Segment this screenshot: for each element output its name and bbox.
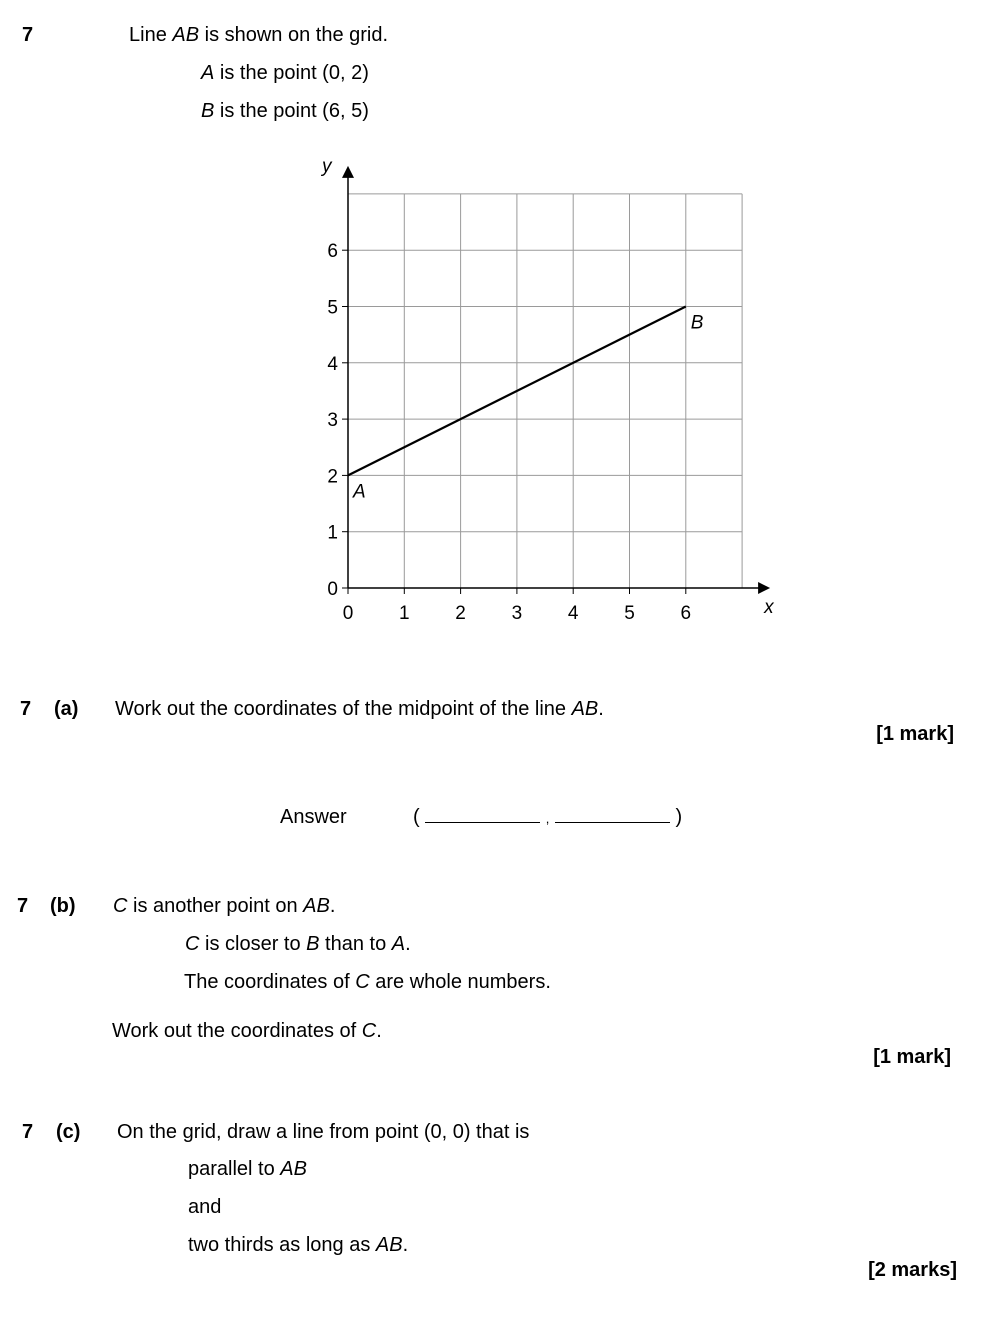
open-paren: ( <box>413 806 420 828</box>
y-tick-label: 4 <box>327 353 338 375</box>
x-axis-label: x <box>764 597 774 618</box>
part-b-marks: [1 mark] <box>873 1046 951 1068</box>
answer-label: Answer <box>280 806 347 828</box>
y-tick-label: 0 <box>327 579 338 600</box>
y-tick-label: 3 <box>327 410 338 432</box>
x-tick-label: 4 <box>567 603 579 624</box>
question-intro: Line AB is shown on the grid. <box>129 24 389 46</box>
y-axis-label: y <box>322 155 332 177</box>
part-c-line3: and <box>188 1196 222 1218</box>
x-tick-label: 2 <box>455 603 466 624</box>
answer-comma: , <box>545 811 550 826</box>
y-tick-label: 5 <box>327 297 338 319</box>
x-tick-label: 3 <box>511 603 523 624</box>
close-paren: ) <box>675 806 683 828</box>
question-number: 7 <box>22 24 34 46</box>
y-tick-label: 1 <box>327 522 338 544</box>
point-label-a: A <box>353 481 366 503</box>
x-tick-label: 0 <box>342 603 354 624</box>
part-c-line1: On the grid, draw a line from point (0, 0) that is <box>117 1121 530 1143</box>
part-a-number: 7 <box>20 698 32 720</box>
x-tick-label: 1 <box>399 603 410 624</box>
y-tick-label: 6 <box>327 241 338 263</box>
answer-y-field[interactable] <box>555 808 670 823</box>
part-a-label: (a) <box>54 698 79 720</box>
x-axis-arrow-icon <box>758 582 770 594</box>
part-b-label: (b) <box>50 895 76 917</box>
y-axis-arrow-icon <box>342 166 354 178</box>
part-b-line2: C is closer to B than to A. <box>185 933 411 955</box>
part-c-line2: parallel to AB <box>188 1158 307 1180</box>
answer-x-field[interactable] <box>425 808 540 823</box>
x-tick-label: 6 <box>680 603 692 624</box>
point-b-definition: B is the point (6, 5) <box>201 100 369 122</box>
part-b-line4: Work out the coordinates of C. <box>112 1020 382 1042</box>
part-c-label: (c) <box>56 1121 81 1143</box>
part-c-number: 7 <box>22 1121 34 1143</box>
point-a-definition: A is the point (0, 2) <box>201 62 369 84</box>
part-a-question: Work out the coordinates of the midpoint of the line AB. <box>115 698 604 720</box>
part-a-marks: [1 mark] <box>876 723 954 745</box>
part-c-line4: two thirds as long as AB. <box>188 1234 409 1256</box>
x-tick-label: 5 <box>624 603 635 624</box>
part-c-marks: [2 marks] <box>868 1259 957 1281</box>
part-b-line3: The coordinates of C are whole numbers. <box>184 971 551 993</box>
coordinate-grid-chart[interactable] <box>0 0 988 660</box>
part-b-line1: C is another point on AB. <box>113 895 336 917</box>
answer-coordinate-box <box>413 807 682 827</box>
part-b-number: 7 <box>17 895 29 917</box>
point-label-b: B <box>690 312 704 334</box>
y-tick-label: 2 <box>327 466 338 488</box>
